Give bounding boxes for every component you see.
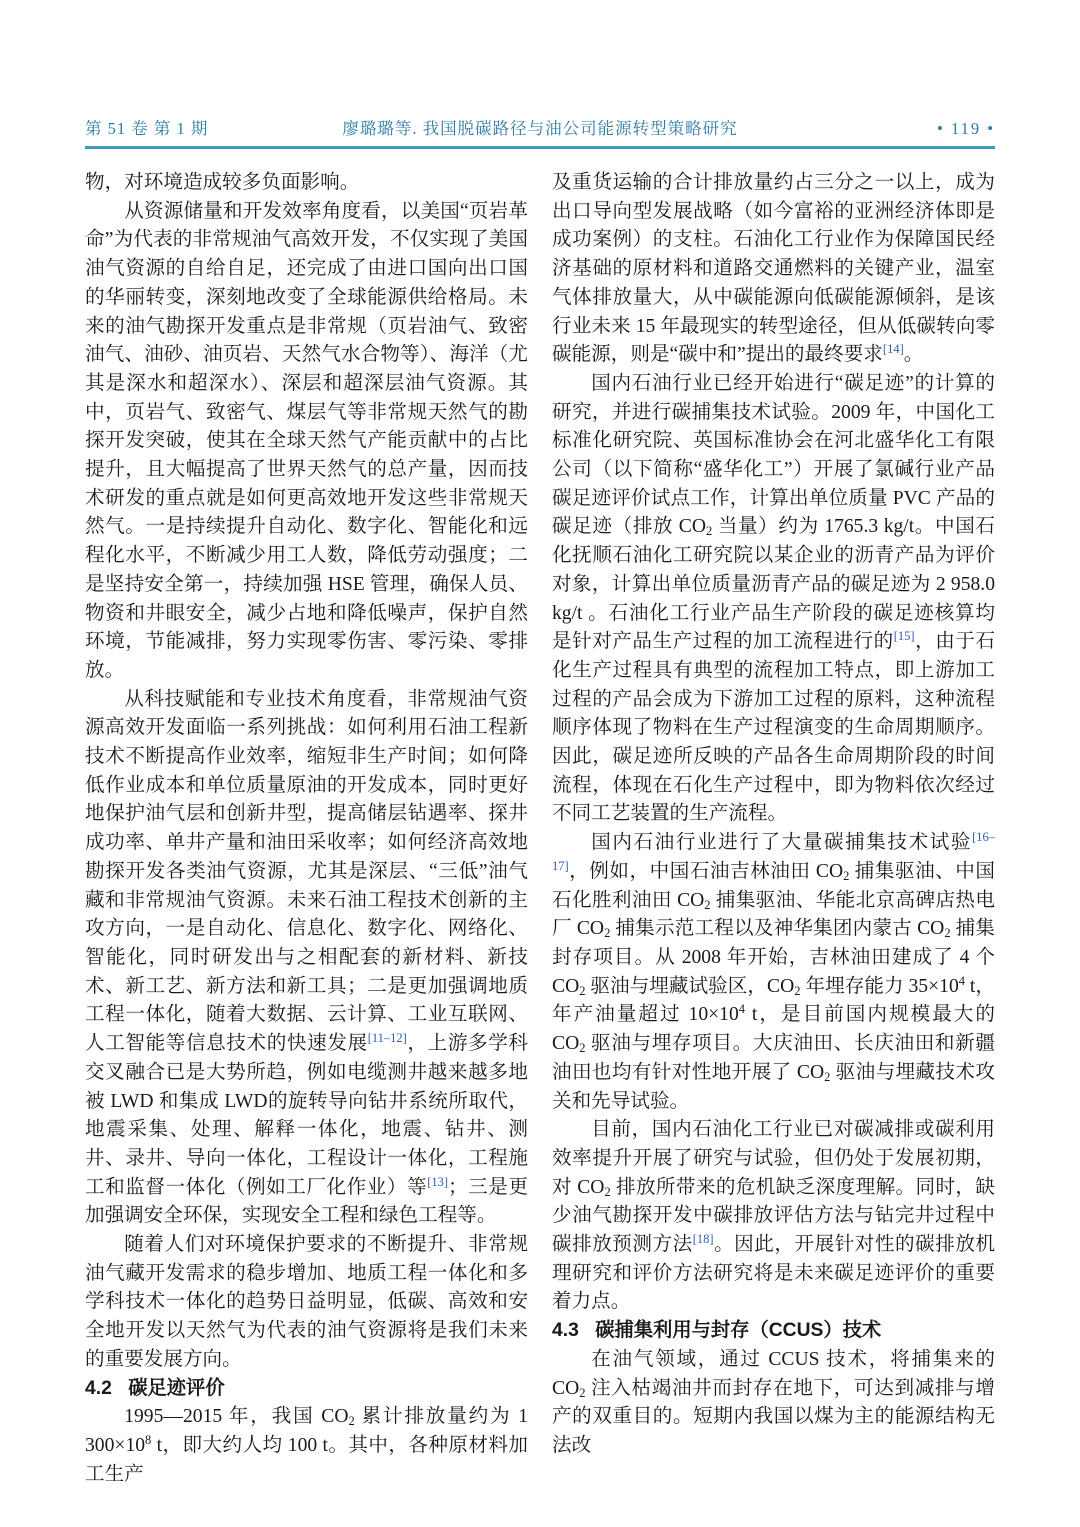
subscript: 2 (704, 897, 711, 912)
subscript: 2 (604, 926, 611, 941)
text-run: 国内石油行业进行了大量碳捕集技术试验 (591, 832, 973, 854)
paragraph (552, 169, 995, 370)
paragraph (552, 1346, 995, 1461)
text-run: 驱油与埋藏技术攻关和先导试验。 (552, 1061, 995, 1112)
section-heading (85, 1375, 528, 1404)
subscript: 2 (824, 1069, 831, 1084)
citation-ref: [15] (893, 629, 915, 644)
text-run: 捕集驱油、华能北京高碑店热电厂 CO (552, 889, 995, 940)
text-run: 驱油与埋藏试验区，CO (585, 975, 795, 997)
text-run: t，是目前国内规模最大的 CO (552, 1004, 995, 1055)
text-run: 1995—2015 年，我国 CO (124, 1406, 349, 1428)
subscript: 2 (843, 868, 850, 883)
text-run: t，年产油量超过 10×10 (552, 975, 995, 1026)
running-header (85, 118, 995, 140)
running-title: 廖璐璐等. 我国脱碳路径与油公司能源转型策略研究 (342, 119, 738, 138)
text-run: 从科技赋能和专业技术角度看，非常规油气资源高效开发面临一系列挑战：如何利用石油工程新技术不断提高作业效率，缩短非生产时间；如何降低作业成本和单位质量原油的开发成本，同时更好地保护油气层和创新井型，提高储层钻遇率、探井成功率、单井产量和油田采收率；如何经济高效地勘探开发各类油气资源，尤其是深层、“三低”油气藏和非常规油气资源。未来石油工程技术创新的主攻方向，一是自动化、信息化、数字化、网络化、智能化，同时研发出与之相配套的新材料、新技术、新工艺、新方法和新工具；二是更加强调地质工程一体化，随着大数据、云计算、工业互联网、人工智能等信息技术的快速发展 (85, 688, 528, 1055)
text-run: 。因此，开展针对性的碳排放机理研究和评价方法研究将是未来碳足迹评价的重要着力点。 (552, 1234, 996, 1313)
text-run: 从资源储量和开发效率角度看，以美国“页岩革命”为代表的非常规油气高效开发，不仅实现了美国油气资源的自给自足，还完成了由进口国向出口国的华丽转变，深刻地改变了全球能源供给格局。未来的油气勘探开发重点是非常规（页岩油气、致密油气、油砂、油页岩、天然气水合物等）、海洋（尤其是深水和超深水）、深层和超深层油气资源。其中，页岩气、致密气、煤层气等非常规天然气的勘探开发突破，使其在全球天然气产能贡献中的占比提升，且大幅提高了世界天然气的总产量，因而技术研发的重点就是如何更高效地开发这些非常规天然气。一是持续提升自动化、数字化、智能化和远程化水平，不断减少用工人数，降低劳动强度；二是坚持安全第一，持续加强 HSE 管理，确保人员、物资和井眼安全，减少占地和降低噪声，保护自然环境，节能减排，努力实现零伤害、零污染、零排放。 (85, 200, 528, 681)
paragraph (552, 829, 995, 1116)
subscript: 2 (579, 1040, 586, 1055)
section-number: 4.3 (552, 1320, 579, 1342)
text-run: 。 (903, 344, 924, 366)
paragraph (85, 169, 528, 198)
text-run: 当量）约为 1765.3 kg/t。中国石化抚顺石油化工研究院以某企业的沥青产品为评价对象，计算出单位质量沥青产品的碳足迹为 2 958.0 kg/t 。石油化工行业产品生产阶段的碳足迹核算均是针对产品生产过程的加工流程进行的 (552, 516, 995, 653)
citation-ref: [18] (692, 1232, 714, 1247)
section-heading (552, 1317, 995, 1346)
paragraph (85, 1231, 528, 1375)
paragraph (85, 686, 528, 1231)
subscript: 2 (944, 926, 951, 941)
subscript: 2 (579, 1385, 586, 1400)
left-column (85, 169, 528, 1489)
superscript: 8 (145, 1433, 152, 1448)
text-run: 国内石油行业已经开始进行“碳足迹”的计算的研究，并进行碳捕集技术试验。2009 年，中国化工标准化研究院、英国标准协会在河北盛华化工有限公司（以下简称“盛华化工”）开展了氯碱行业产品碳足迹评价试点工作，计算出单位质量 PVC 产品的碳足迹（排放 CO (552, 372, 995, 538)
text-run: 物，对环境造成较多负面影响。 (85, 172, 360, 193)
subscript: 2 (705, 524, 713, 539)
text-run: ，例如，中国石油吉林油田 CO (568, 860, 844, 882)
text-run: ，上游多学科交叉融合已是大势所趋，例如电缆测井越来越多地被 LWD 和集成 LWD的旋转导向钻井系统所取代，地震采集、处理、解释一体化，地震、钻井、测井、录井、导向一体化，工程设计一体化，工程施工和监督一体化（例如工厂化作业）等 (85, 1033, 529, 1198)
section-title: 碳足迹评价 (128, 1377, 225, 1399)
text-run: 年埋存能力 35×10 (800, 975, 959, 997)
paragraph (85, 198, 528, 686)
text-run: 捕集驱油、中国石化胜利油田 CO (552, 860, 995, 911)
subscript: 2 (604, 1184, 611, 1199)
page-body (85, 169, 995, 1489)
text-run: ；三是更加强调安全环保，实现安全工程和绿色工程等。 (85, 1176, 529, 1227)
text-run: t，即大约人均 100 t。其中，各种原材料加工生产 (85, 1434, 528, 1485)
text-run: 注入枯竭油井而封存在地下，可达到减排与增产的双重目的。短期内我国以煤为主的能源结构无法改 (552, 1377, 995, 1456)
citation-ref: [13] (427, 1174, 449, 1189)
section-title: 碳捕集利用与封存（CCUS）技术 (595, 1320, 882, 1342)
paragraph (85, 1403, 528, 1489)
section-number: 4.2 (85, 1377, 112, 1399)
text-run: ，由于石化生产过程具有典型的流程加工特点，即上游加工过程的产品会成为下游加工过程的原料，这种流程顺序体现了物料在生产过程演变的生命周期顺序。因此，碳足迹所反映的产品各生命周期阶段的时间流程，体现在石化生产过程中，即为物料依次经过不同工艺装置的生产流程。 (552, 631, 996, 825)
text-run: 捕集示范工程以及神华集团内蒙古 CO (610, 918, 945, 940)
paragraph (552, 1116, 995, 1317)
text-run: 目前，国内石油化工行业已对碳减排或碳利用效率提升开展了研究与试验，但仍处于发展初期，对 CO (552, 1119, 995, 1198)
journal-issue: 第 51 卷 第 1 期 (85, 119, 209, 138)
text-run: 驱油与埋存项目。大庆油田、长庆油田和新疆油田也均有针对性地开展了 CO (552, 1033, 995, 1083)
superscript: 4 (738, 1002, 746, 1017)
citation-ref: [14] (882, 342, 904, 357)
subscript: 2 (348, 1413, 355, 1428)
subscript: 2 (794, 983, 801, 998)
header-rule (85, 146, 995, 149)
subscript: 2 (579, 983, 586, 998)
text-run: 在油气领域，通过 CCUS 技术，将捕集来的 CO (552, 1348, 995, 1399)
citation-ref: [11–12] (367, 1031, 407, 1046)
paragraph (552, 370, 995, 829)
citation-ref: [16–17] (552, 830, 995, 873)
text-run: 随着人们对环境保护要求的不断提升、非常规油气藏开发需求的稳步增加、地质工程一体化和多学科技术一体化的趋势日益明显，低碳、高效和安全地开发以天然气为代表的油气资源将是我们未来的重要发展方向。 (85, 1234, 528, 1370)
right-column (552, 169, 995, 1489)
superscript: 4 (958, 973, 965, 988)
page-number: • 119 • (937, 119, 995, 138)
text-run: 累计排放量约为 1 300×10 (85, 1406, 529, 1456)
text-run: 排放所带来的危机缺乏深度理解。同时，缺少油气勘探开发中碳排放评估方法与钻完井过程中碳排放预测方法 (552, 1176, 995, 1256)
text-run: 捕集封存项目。从 2008 年开始，吉林油田建成了 4 个 CO (552, 918, 996, 997)
text-run: 及重货运输的合计排放量约占三分之一以上，成为出口导向型发展战略（如今富裕的亚洲经济体即是成功案例）的支柱。石油化工行业作为保障国民经济基础的原材料和道路交通燃料的关键产业，温室气体排放量大，从中碳能源向低碳能源倾斜，是该行业未来 15 年最现实的转型途径，但从低碳转向零碳能源，则是“碳中和”提出的最终要求 (552, 172, 995, 366)
